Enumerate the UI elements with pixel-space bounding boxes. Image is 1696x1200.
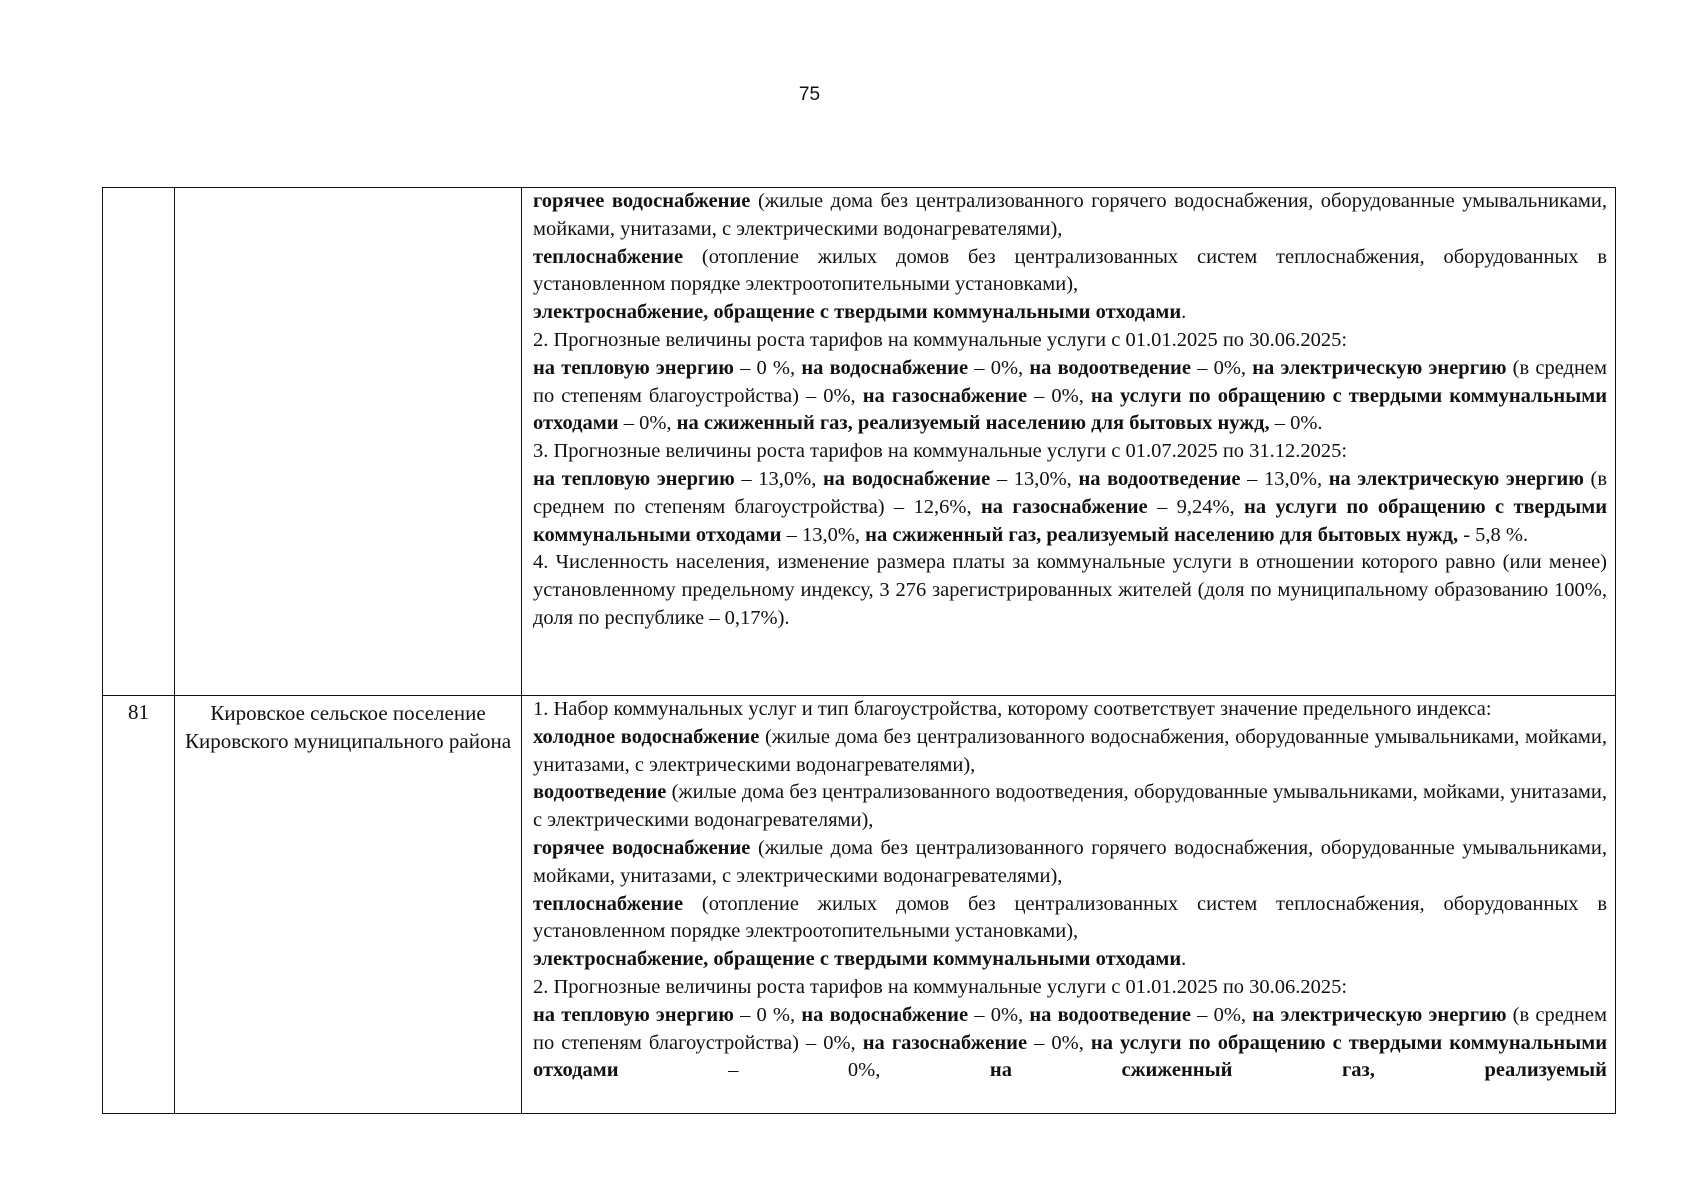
bold-text: на электрическую энергию bbox=[1252, 356, 1507, 379]
paragraph bbox=[533, 466, 1607, 549]
text: – 0%, bbox=[618, 1059, 990, 1082]
paragraph bbox=[533, 438, 1607, 466]
text: (в среднем по степеням благоустройства) – 0%, bbox=[533, 356, 1608, 407]
text: (жилые дома без централизованного горячего водоснабжения, оборудованные умывальниками, мойками, унитазами, с электрическими водонагревателями), bbox=[533, 836, 1608, 887]
text: – 13,0%, bbox=[734, 467, 823, 490]
bold-text: на сжиженный газ, реализуемый bbox=[989, 1059, 1607, 1082]
text: – 0%, bbox=[968, 1003, 1030, 1026]
text: 3. Прогнозные величины роста тарифов на коммунальные услуги с 01.07.2025 по 31.12.2025: bbox=[533, 440, 1348, 463]
bold-text: водоотведение bbox=[533, 781, 667, 804]
municipality-cell bbox=[175, 188, 522, 696]
paragraph bbox=[533, 1002, 1607, 1085]
text: – 0%, bbox=[1190, 356, 1253, 379]
paragraph bbox=[533, 549, 1607, 632]
text: (жилые дома без централизованного горячего водоснабжения, оборудованные умывальниками, мойками, унитазами, с электрическими водонагревателями), bbox=[533, 190, 1608, 240]
bold-text: на электрическую энергию bbox=[1252, 1003, 1507, 1026]
bold-text: на электрическую энергию bbox=[1328, 467, 1584, 490]
row-number-cell: 81 bbox=[103, 696, 175, 1114]
row-number-cell bbox=[103, 188, 175, 696]
text: – 0%, bbox=[1027, 384, 1091, 407]
text: . bbox=[1181, 948, 1187, 971]
paragraph bbox=[533, 891, 1607, 947]
text: – 13,0%, bbox=[1240, 467, 1329, 490]
page-number: 75 bbox=[798, 84, 821, 105]
text: 2. Прогнозные величины роста тарифов на коммунальные услуги с 01.01.2025 по 30.06.2025: bbox=[533, 328, 1348, 351]
text: - 5,8 %. bbox=[1458, 523, 1529, 546]
text: 2. Прогнозные величины роста тарифов на коммунальные услуги с 01.01.2025 по 30.06.2025: bbox=[533, 975, 1348, 998]
text: – 13,0%, bbox=[781, 523, 866, 546]
bold-text: на сжиженный газ, реализуемый населению для бытовых нужд, bbox=[865, 523, 1459, 546]
bold-text: горячее водоснабжение bbox=[533, 190, 751, 212]
text: – 0%, bbox=[618, 412, 677, 435]
bold-text: на услуги по обращению с твердыми коммунальными отходами bbox=[533, 1031, 1608, 1082]
text: (жилые дома без централизованного водоотведения, оборудованные умывальниками, мойками, унитазами, с электрическими водонагревателями), bbox=[533, 781, 1607, 832]
paragraph bbox=[533, 244, 1607, 300]
text: . bbox=[1181, 301, 1187, 324]
text: 4. Численность населения, изменение размера платы за коммунальные услуги в отношении которого равно (или менее) установленному предельному индексу, 3 276 зарегистрированных жителей (доля по муниципальному образованию 100%, доля по республике – 0,17%). bbox=[533, 551, 1607, 629]
text: (отопление жилых домов без централизованных систем теплоснабжения, оборудованных в установленном порядке электроотопительными установками), bbox=[533, 892, 1607, 943]
paragraph bbox=[533, 724, 1607, 780]
bold-text: на водоснабжение bbox=[801, 1003, 969, 1026]
bold-text: на сжиженный газ, реализуемый населению для бытовых нужд, bbox=[676, 412, 1270, 435]
bold-text: горячее водоснабжение bbox=[533, 836, 751, 859]
bold-text: на услуги по обращению с твердыми коммунальными отходами bbox=[533, 495, 1608, 546]
text: (отопление жилых домов без централизованных систем теплоснабжения, оборудованных в установленном порядке электроотопительными установками), bbox=[533, 245, 1607, 296]
text: (в среднем по степеням благоустройства) – 0%, bbox=[533, 1003, 1608, 1054]
paragraph bbox=[533, 355, 1607, 438]
paragraph bbox=[533, 835, 1607, 891]
text: – 0 %, bbox=[733, 1003, 802, 1026]
bold-text: электроснабжение, обращение с твердыми коммунальными отходами bbox=[533, 301, 1182, 324]
text: (жилые дома без централизованного водоснабжения, оборудованные умывальниками, мойками, унитазами, с электрическими водонагревателями), bbox=[533, 725, 1607, 776]
bold-text: на услуги по обращению с твердыми коммунальными отходами bbox=[533, 384, 1608, 435]
paragraph bbox=[533, 974, 1607, 1002]
paragraph bbox=[533, 327, 1607, 355]
text: – 0%, bbox=[968, 356, 1030, 379]
bold-text: на тепловую энергию bbox=[533, 356, 734, 379]
text: – 0 %, bbox=[733, 356, 802, 379]
table-row bbox=[103, 696, 1616, 1114]
bold-text: на водоотведение bbox=[1078, 467, 1241, 490]
tariff-table bbox=[102, 187, 1616, 1114]
text: – 9,24%, bbox=[1147, 495, 1245, 518]
bold-text: на газоснабжение bbox=[862, 1031, 1028, 1054]
bold-text: на водоотведение bbox=[1029, 1003, 1191, 1026]
tariff-description-cell bbox=[522, 188, 1616, 696]
bold-text: на тепловую энергию bbox=[533, 467, 735, 490]
bold-text: на газоснабжение bbox=[980, 495, 1148, 518]
paragraph bbox=[533, 946, 1607, 974]
bold-text: холодное водоснабжение bbox=[533, 725, 760, 748]
paragraph bbox=[533, 696, 1607, 724]
bold-text: на водоотведение bbox=[1029, 356, 1191, 379]
bold-text: на тепловую энергию bbox=[533, 1003, 734, 1026]
bold-text: на газоснабжение bbox=[862, 384, 1028, 407]
paragraph bbox=[533, 299, 1607, 327]
bold-text: на водоснабжение bbox=[801, 356, 969, 379]
text: – 0%, bbox=[1027, 1031, 1091, 1054]
bold-text: на водоснабжение bbox=[823, 467, 991, 490]
text: (в среднем по степеням благоустройства) – 12,6%, bbox=[533, 467, 1607, 518]
text: 1. Набор коммунальных услуг и тип благоустройства, которому соответствует значение предельного индекса: bbox=[533, 698, 1492, 720]
paragraph bbox=[533, 779, 1607, 835]
text: – 0%, bbox=[1190, 1003, 1253, 1026]
municipality-cell: Кировское сельское поселение Кировского муниципального района bbox=[175, 696, 522, 1114]
text: – 13,0%, bbox=[990, 467, 1079, 490]
tariff-description-cell bbox=[522, 696, 1616, 1114]
bold-text: теплоснабжение bbox=[533, 892, 684, 915]
table-row bbox=[103, 188, 1616, 696]
text: – 0%. bbox=[1269, 412, 1323, 435]
paragraph bbox=[533, 188, 1607, 244]
bold-text: теплоснабжение bbox=[533, 245, 684, 268]
bold-text: электроснабжение, обращение с твердыми коммунальными отходами bbox=[533, 948, 1182, 971]
